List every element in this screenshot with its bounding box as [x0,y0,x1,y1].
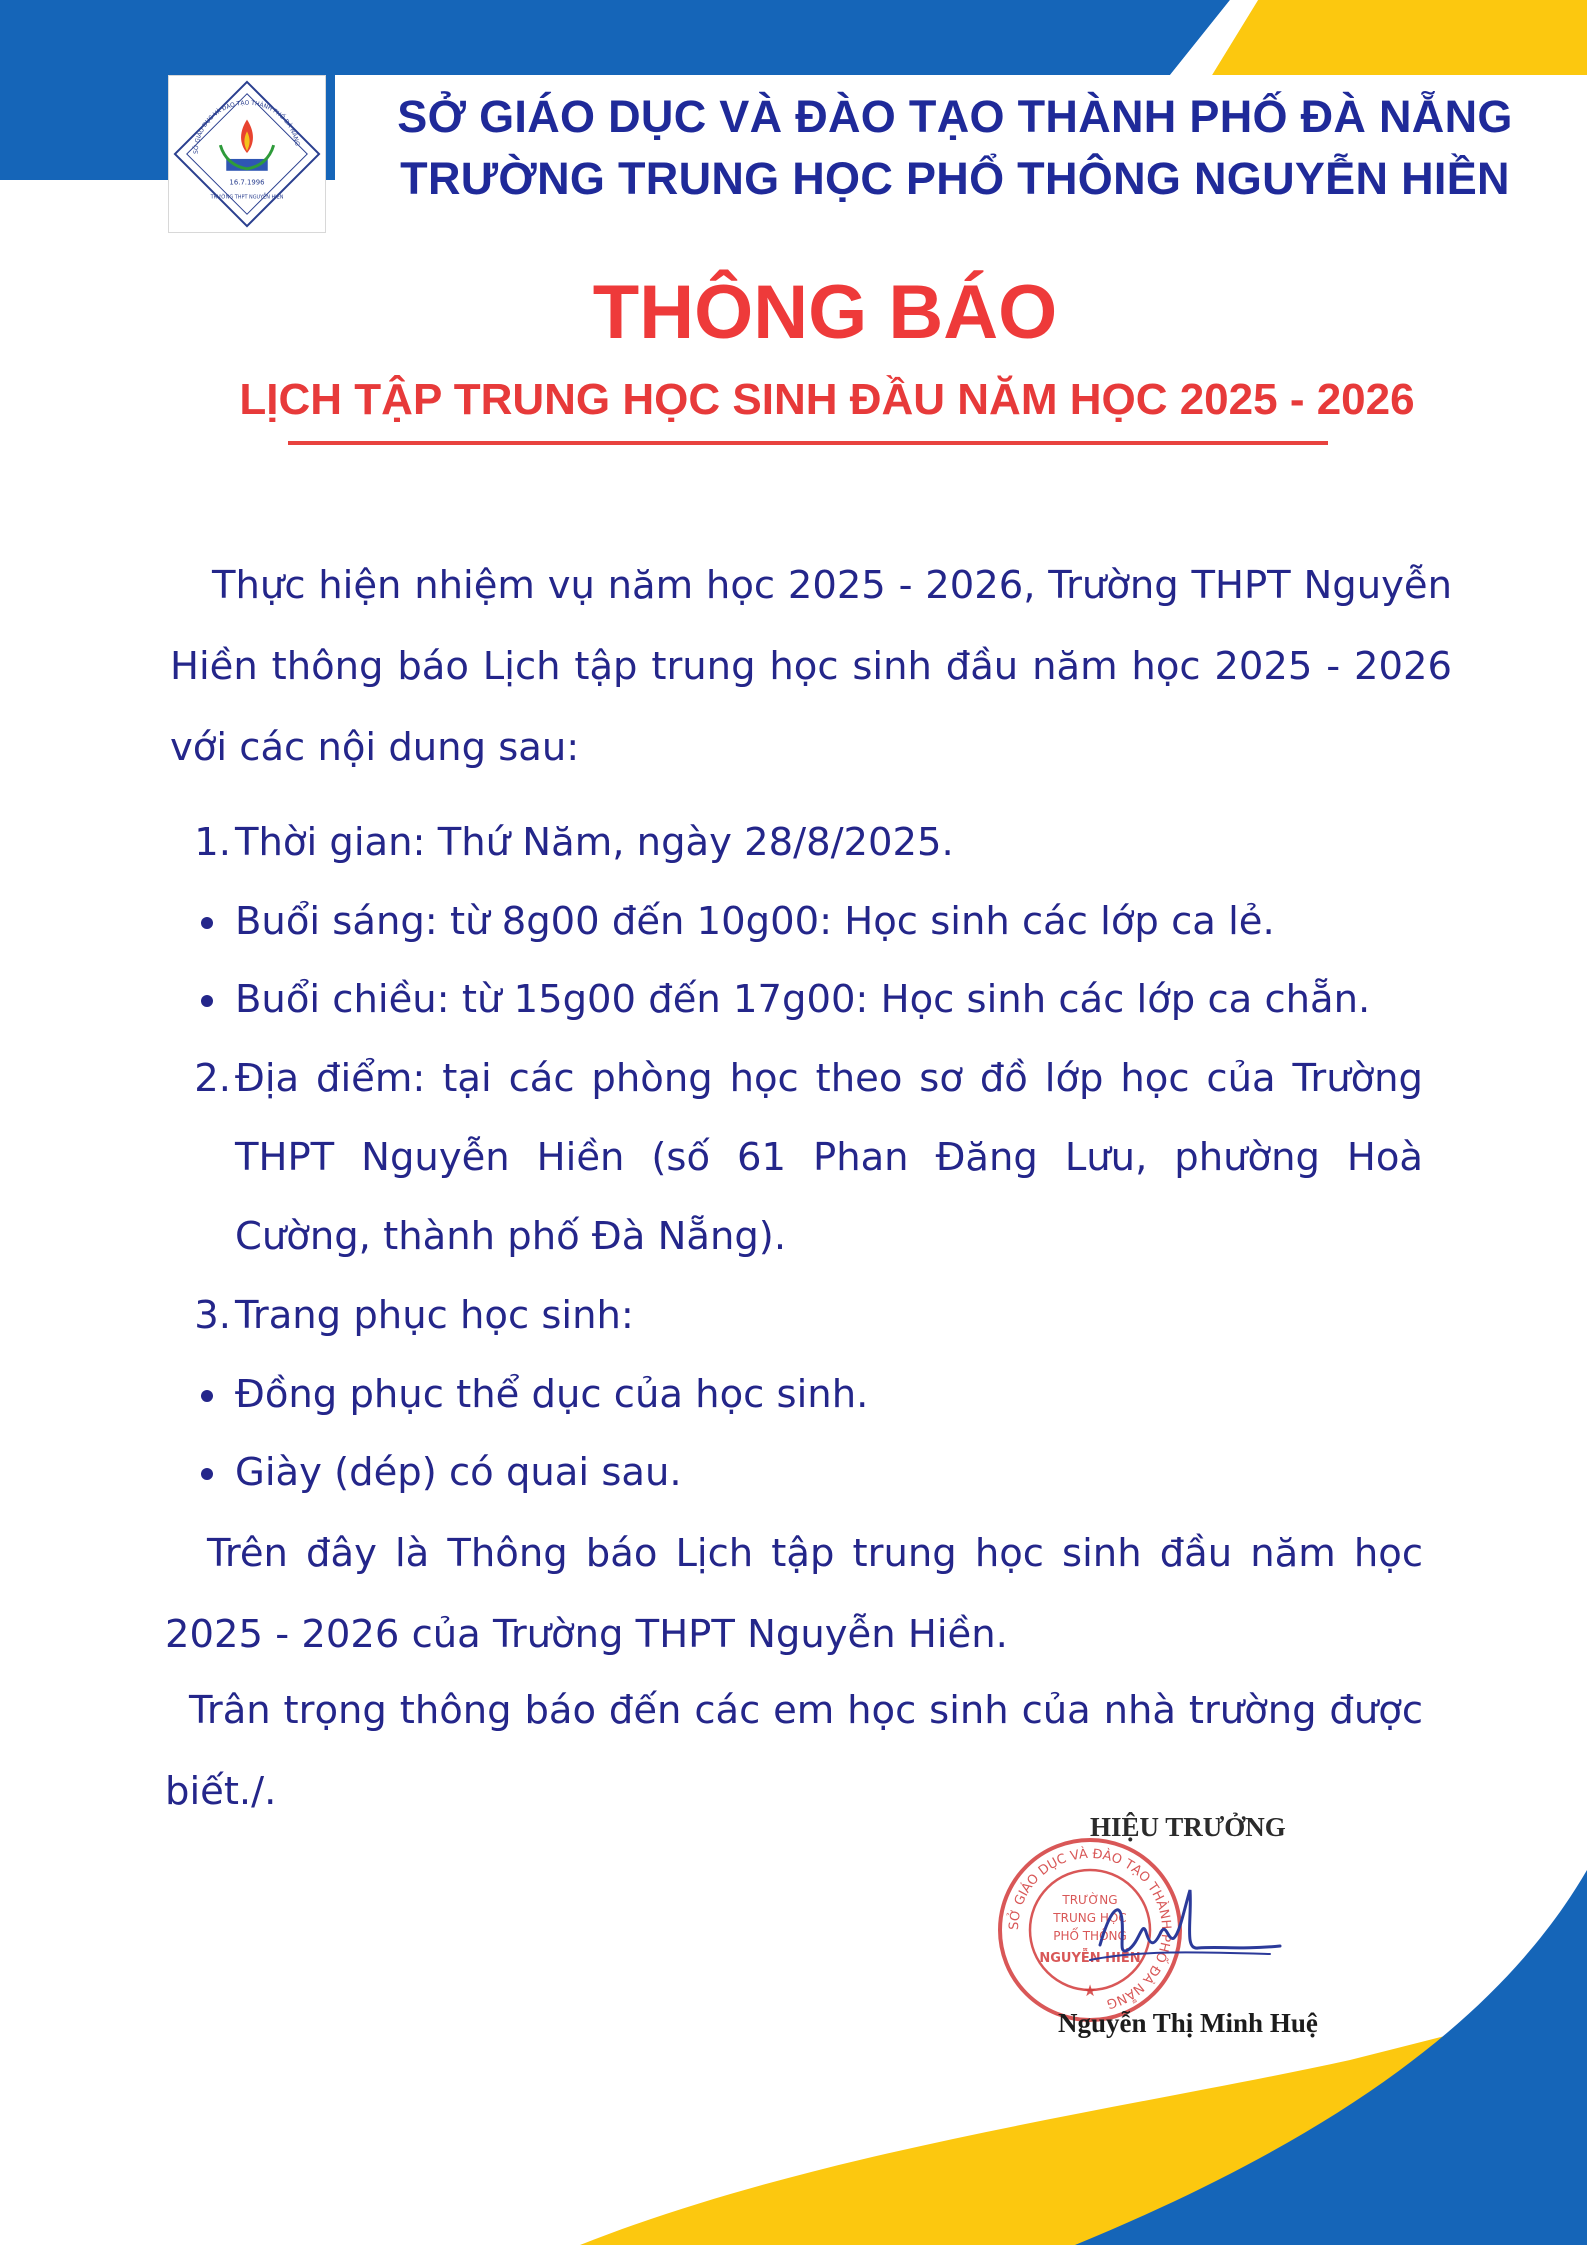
logo-ring-text: SỞ GIÁO DỤC VÀ ĐÀO TẠO THÀNH PHỐ ĐÀ NẴNG [193,100,300,155]
logo-date: 16.7.1996 [229,178,265,187]
list-item [235,960,1423,1039]
list-item-text: Thời gian: Thứ Năm, ngày 28/8/2025. [235,820,954,865]
list-marker: 1. [194,820,231,865]
department-name: SỞ GIÁO DỤC VÀ ĐÀO TẠO THÀNH PHỐ ĐÀ NẴNG [397,91,1513,142]
closing-paragraph: Trên đây là Thông báo Lịch tập trung học sinh đầu năm học 2025 - 2026 của Trường THPT Nguyễn Hiền. [165,1531,1423,1657]
stamp-center-line: TRUNG HỌC [1053,1911,1127,1925]
bullet-icon [201,995,213,1007]
bullet-icon [201,1468,213,1480]
signer-position: HIỆU TRƯỞNG [1090,1812,1286,1842]
stamp-star-icon: ★ [1082,1981,1098,2000]
list-item-text: Địa điểm: tại các phòng học theo sơ đồ lớp học của Trường THPT Nguyễn Hiền (số 61 Phan Đăng Lưu, phường Hoà Cường, thành phố Đà Nẵng). [235,1056,1423,1259]
bullet-icon [201,917,213,929]
list-item-text: Giày (dép) có quai sau. [235,1450,682,1495]
stamp-ring-text: SỞ GIÁO DỤC VÀ ĐÀO TẠO THÀNH PHỐ ĐÀ NẴNG [1006,1846,1174,2011]
stamp-center-line: PHỔ THÔNG [1053,1929,1127,1943]
list-marker: 2. [194,1056,231,1101]
closing-paragraph-2: Trân trọng thông báo đến các em học sinh của nhà trường được biết./. [165,1688,1423,1814]
list-item [235,1433,1423,1512]
list-item-text: Trang phục học sinh: [235,1293,634,1338]
logo-bottom-text: TRƯỜNG THPT NGUYỄN HIỀN [210,194,284,201]
school-name: TRƯỜNG TRUNG HỌC PHỔ THÔNG NGUYỄN HIỀN [400,153,1510,204]
list-item [235,1355,1423,1434]
list-item-text: Buổi sáng: từ 8g00 đến 10g00: Học sinh các lớp ca lẻ. [235,899,1275,944]
signer-name: Nguyễn Thị Minh Huệ [1058,2008,1318,2038]
list-item-text: Buổi chiều: từ 15g00 đến 17g00: Học sinh các lớp ca chẵn. [235,977,1371,1022]
list-item-text: Đồng phục thể dục của học sinh. [235,1372,869,1417]
list-item [194,803,1423,882]
bullet-icon [201,1390,213,1402]
list-item [194,1039,1423,1276]
stamp-center-line: TRƯỜNG [1062,1893,1118,1907]
list-item [235,882,1423,961]
handwritten-signature [1080,1850,1300,2000]
stamp-center-line: NGUYỄN HIỀN [1039,1951,1141,1966]
document-title: THÔNG BÁO [592,270,1058,355]
document-subtitle: LỊCH TẬP TRUNG HỌC SINH ĐẦU NĂM HỌC 2025 - 2026 [239,375,1415,424]
list-marker: 3. [194,1293,231,1338]
list-item [194,1276,1423,1355]
intro-paragraph: Thực hiện nhiệm vụ năm học 2025 - 2026, Trường THPT Nguyễn Hiền thông báo Lịch tập trung học sinh đầu năm học 2025 - 2026 với các nội dung sau: [170,563,1452,770]
